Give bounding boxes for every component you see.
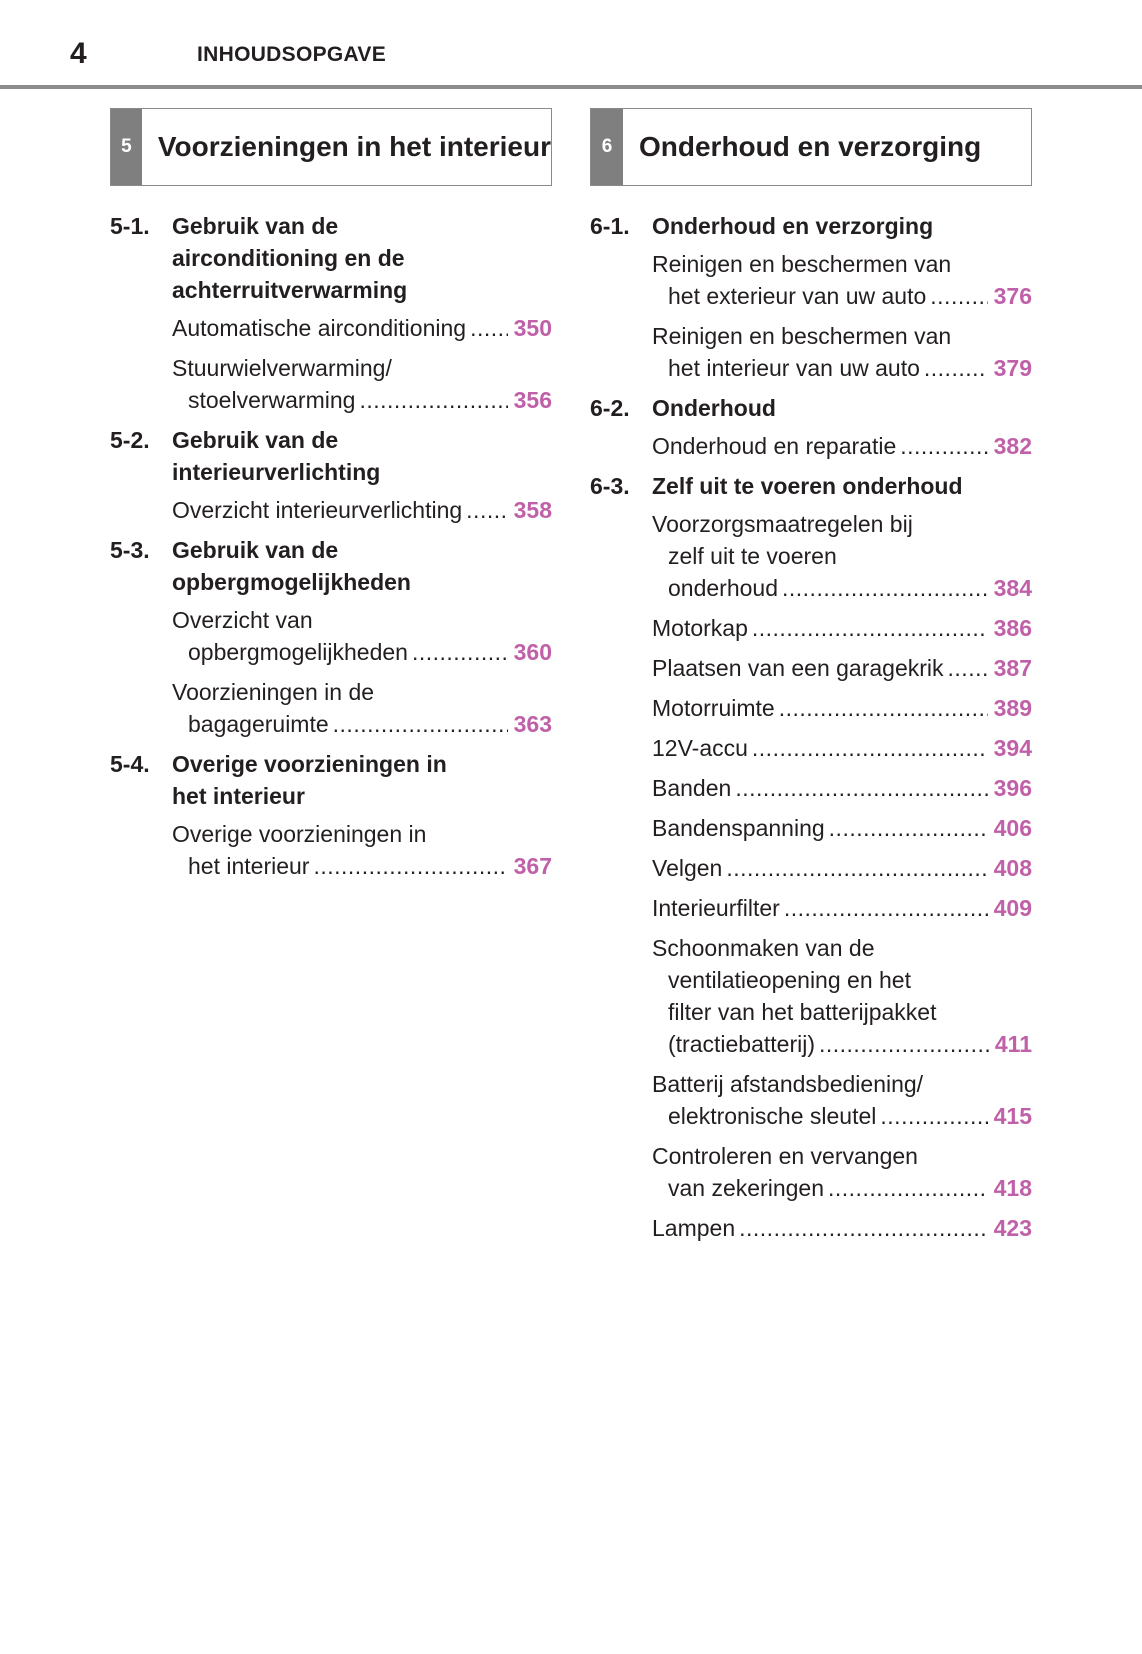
page-reference[interactable]: 418 <box>993 1175 1032 1201</box>
dot-leader <box>900 430 987 462</box>
page-reference[interactable]: 358 <box>513 497 552 523</box>
toc-entry-text: Banden <box>652 775 732 801</box>
section-title-line: opbergmogelijkheden <box>172 569 411 595</box>
section-title <box>172 424 552 488</box>
toc-entry-text: Bandenspanning <box>652 815 825 841</box>
toc-entry-text: Overzicht van <box>172 607 313 633</box>
toc-entry-text: 12V-accu <box>652 735 748 761</box>
toc-column-left <box>110 108 552 890</box>
dot-leader <box>782 572 988 604</box>
toc-entry[interactable] <box>652 812 1032 844</box>
toc-entry-text: zelf uit te voeren <box>668 543 837 569</box>
toc-entry[interactable] <box>652 892 1032 924</box>
section-title-line: interieurverlichting <box>172 459 381 485</box>
section-number: 6-2. <box>590 395 630 421</box>
section-title <box>652 392 1032 424</box>
toc-entry-line <box>652 964 1032 996</box>
section-number: 6-1. <box>590 213 630 239</box>
page-reference[interactable]: 387 <box>993 655 1032 681</box>
dot-leader <box>828 1172 988 1204</box>
toc-entry-text: het exterieur van uw auto <box>668 283 927 309</box>
section-title-line: Gebruik van de <box>172 213 339 239</box>
toc-entry-line <box>652 1028 1032 1060</box>
toc-entry-text: van zekeringen <box>668 1175 824 1201</box>
toc-entry-line <box>172 494 552 526</box>
section-number: 5-1. <box>110 213 150 239</box>
dot-leader <box>784 892 988 924</box>
page-reference[interactable]: 396 <box>993 775 1032 801</box>
section-heading <box>590 470 1032 502</box>
toc-entry-text: onderhoud <box>668 575 778 601</box>
section-number: 5-2. <box>110 427 150 453</box>
toc-entry[interactable] <box>652 732 1032 764</box>
toc-entry-text: Onderhoud en reparatie <box>652 433 897 459</box>
toc-entry-text: ventilatieopening en het <box>668 967 911 993</box>
toc-entry[interactable] <box>652 1212 1032 1244</box>
dot-leader <box>930 280 987 312</box>
toc-entry-text: Plaatsen van een garagekrik <box>652 655 944 681</box>
toc-entry[interactable] <box>652 652 1032 684</box>
toc-entry-line <box>172 818 552 850</box>
page-reference[interactable]: 382 <box>993 433 1032 459</box>
toc-entry[interactable] <box>172 312 552 344</box>
dot-leader <box>726 852 987 884</box>
toc-entry-line <box>652 430 1032 462</box>
dot-leader <box>412 636 508 668</box>
toc-entry-line <box>172 604 552 636</box>
page-reference[interactable]: 406 <box>993 815 1032 841</box>
page-reference[interactable]: 394 <box>993 735 1032 761</box>
toc-entry-text: Lampen <box>652 1215 736 1241</box>
section-title-line: het interieur <box>172 783 305 809</box>
toc-entry-line <box>652 932 1032 964</box>
toc-entry[interactable] <box>652 692 1032 724</box>
toc-entry[interactable] <box>652 320 1032 384</box>
toc-entry[interactable] <box>652 1068 1032 1132</box>
section-heading <box>110 210 552 306</box>
toc-entry-line <box>172 312 552 344</box>
toc-entry[interactable] <box>652 772 1032 804</box>
dot-leader <box>735 772 987 804</box>
toc-entry-text: opbergmogelijkheden <box>188 639 408 665</box>
page-reference[interactable]: 409 <box>993 895 1032 921</box>
section-number: 5-4. <box>110 751 150 777</box>
dot-leader <box>752 612 988 644</box>
chapter-number: 5 <box>111 109 142 185</box>
toc-entry-line <box>652 996 1032 1028</box>
section-title <box>652 470 1032 502</box>
toc-entry-line <box>652 652 1032 684</box>
toc-section <box>590 392 1032 462</box>
page-reference[interactable]: 389 <box>993 695 1032 721</box>
section-heading <box>110 424 552 488</box>
toc-entry-line <box>172 384 552 416</box>
toc-entry-text: het interieur <box>188 853 310 879</box>
toc-entry[interactable] <box>172 494 552 526</box>
toc-entry-line <box>652 1172 1032 1204</box>
chapter-title: Voorzieningen in het interieur <box>157 131 551 162</box>
section-number: 6-3. <box>590 473 630 499</box>
chapter-title: Onderhoud en verzorging <box>639 131 982 162</box>
toc-entry-line <box>172 352 552 384</box>
toc-entry-text: filter van het batterijpakket <box>668 999 937 1025</box>
section-title-line: achterruitverwarming <box>172 277 408 303</box>
dot-leader <box>779 692 988 724</box>
toc-entry-text: Voorzorgsmaatregelen bij <box>652 511 913 537</box>
dot-leader <box>819 1028 989 1060</box>
toc-entry-line <box>652 852 1032 884</box>
toc-entry-line <box>172 676 552 708</box>
toc-entry-text: Motorkap <box>652 615 748 641</box>
toc-section <box>590 470 1032 1244</box>
dot-leader <box>829 812 988 844</box>
toc-entry-line <box>652 1212 1032 1244</box>
toc-entry-line <box>652 812 1032 844</box>
toc-entry-text: Motorruimte <box>652 695 775 721</box>
section-heading <box>110 534 552 598</box>
dot-leader <box>359 384 507 416</box>
toc-entry-line <box>652 1100 1032 1132</box>
section-heading <box>110 748 552 812</box>
toc-entry-text: Interieurfilter <box>652 895 780 921</box>
toc-entry-text: stoelverwarming <box>188 387 356 413</box>
header-title: INHOUDSOPGAVE <box>197 43 387 66</box>
page-reference[interactable]: 367 <box>513 853 552 879</box>
toc-entry-text: het interieur van uw auto <box>668 355 920 381</box>
toc-entry-line <box>652 612 1032 644</box>
toc-entry-text: Voorzieningen in de <box>172 679 375 705</box>
toc-entry-line <box>652 1068 1032 1100</box>
toc-section <box>110 424 552 526</box>
toc-entry[interactable] <box>172 676 552 740</box>
toc-column-right <box>590 108 1032 1252</box>
toc-entry-line <box>652 892 1032 924</box>
dot-leader <box>948 652 988 684</box>
chapter-header <box>590 108 1032 186</box>
chapter-header <box>110 108 552 186</box>
toc-entry-text: Velgen <box>652 855 723 881</box>
toc-entry[interactable] <box>172 604 552 668</box>
section-number: 5-3. <box>110 537 150 563</box>
dot-leader <box>880 1100 987 1132</box>
toc-entry-text: (tractiebatterij) <box>668 1031 815 1057</box>
page-number: 4 <box>70 37 87 70</box>
dot-leader <box>313 850 507 882</box>
toc-entry-line <box>172 636 552 668</box>
toc-section <box>110 748 552 882</box>
toc-entry-line <box>652 732 1032 764</box>
section-title <box>172 748 552 812</box>
toc-entry-text: Automatische airconditioning <box>172 315 467 341</box>
toc-entry-text: Overzicht interieurverlichting <box>172 497 463 523</box>
toc-entry-text: Batterij afstandsbediening/ <box>652 1071 924 1097</box>
page-reference[interactable]: 408 <box>993 855 1032 881</box>
page-reference[interactable]: 386 <box>993 615 1032 641</box>
toc-entry-text: Overige voorzieningen in <box>172 821 427 847</box>
section-heading <box>590 210 1032 242</box>
section-title-line: Zelf uit te voeren onderhoud <box>652 473 963 499</box>
page-reference[interactable]: 415 <box>993 1103 1032 1129</box>
toc-entry-text: bagageruimte <box>188 711 329 737</box>
toc-entry[interactable] <box>652 430 1032 462</box>
section-title-line: Onderhoud en verzorging <box>652 213 934 239</box>
page-reference[interactable]: 379 <box>993 355 1032 381</box>
dot-leader <box>470 312 508 344</box>
page-reference[interactable]: 411 <box>994 1031 1032 1057</box>
dot-leader <box>752 732 988 764</box>
dot-leader <box>333 708 508 740</box>
page-reference[interactable]: 376 <box>993 283 1032 309</box>
page-reference[interactable]: 384 <box>993 575 1032 601</box>
toc-entry[interactable] <box>652 1140 1032 1204</box>
toc-entry-text: Controleren en vervangen <box>652 1143 918 1169</box>
section-title <box>172 534 552 598</box>
toc-entry-line <box>652 572 1032 604</box>
page-reference[interactable]: 356 <box>513 387 552 413</box>
header-divider <box>0 85 1142 89</box>
section-title-line: Gebruik van de <box>172 537 339 563</box>
toc-entry-line <box>652 772 1032 804</box>
page-reference[interactable]: 360 <box>513 639 552 665</box>
toc-entry-line <box>652 508 1032 540</box>
toc-entry-line <box>652 352 1032 384</box>
toc-entry-line <box>652 248 1032 280</box>
toc-entry-text: Reinigen en beschermen van <box>652 251 952 277</box>
section-title <box>652 210 1032 242</box>
toc-entry[interactable] <box>652 248 1032 312</box>
chapter-number: 6 <box>591 109 623 185</box>
section-title-line: Gebruik van de <box>172 427 339 453</box>
page-reference[interactable]: 423 <box>993 1215 1032 1241</box>
dot-leader <box>466 494 507 526</box>
toc-entry[interactable] <box>172 818 552 882</box>
toc-entry-line <box>652 540 1032 572</box>
section-title <box>172 210 552 306</box>
section-title-line: Overige voorzieningen in <box>172 751 447 777</box>
toc-entry[interactable] <box>652 932 1032 1060</box>
toc-entry-line <box>172 708 552 740</box>
section-title-line: airconditioning en de <box>172 245 405 271</box>
toc-entry-line <box>652 280 1032 312</box>
toc-entry[interactable] <box>652 612 1032 644</box>
toc-entry-line <box>652 692 1032 724</box>
dot-leader <box>924 352 988 384</box>
section-title-line: Onderhoud <box>652 395 776 421</box>
section-heading <box>590 392 1032 424</box>
toc-section <box>110 210 552 416</box>
dot-leader <box>739 1212 988 1244</box>
page-header <box>0 0 1142 90</box>
toc-entry[interactable] <box>652 852 1032 884</box>
toc-entry-line <box>172 850 552 882</box>
toc-section <box>590 210 1032 384</box>
toc-entry-line <box>652 320 1032 352</box>
toc-entry-text: Stuurwielverwarming/ <box>172 355 392 381</box>
toc-entry-text: elektronische sleutel <box>668 1103 877 1129</box>
toc-entry-text: Reinigen en beschermen van <box>652 323 952 349</box>
toc-entry-text: Schoonmaken van de <box>652 935 875 961</box>
toc-entry[interactable] <box>172 352 552 416</box>
page-reference[interactable]: 350 <box>513 315 552 341</box>
page-reference[interactable]: 363 <box>513 711 552 737</box>
toc-entry[interactable] <box>652 508 1032 604</box>
toc-entry-line <box>652 1140 1032 1172</box>
toc-section <box>110 534 552 740</box>
